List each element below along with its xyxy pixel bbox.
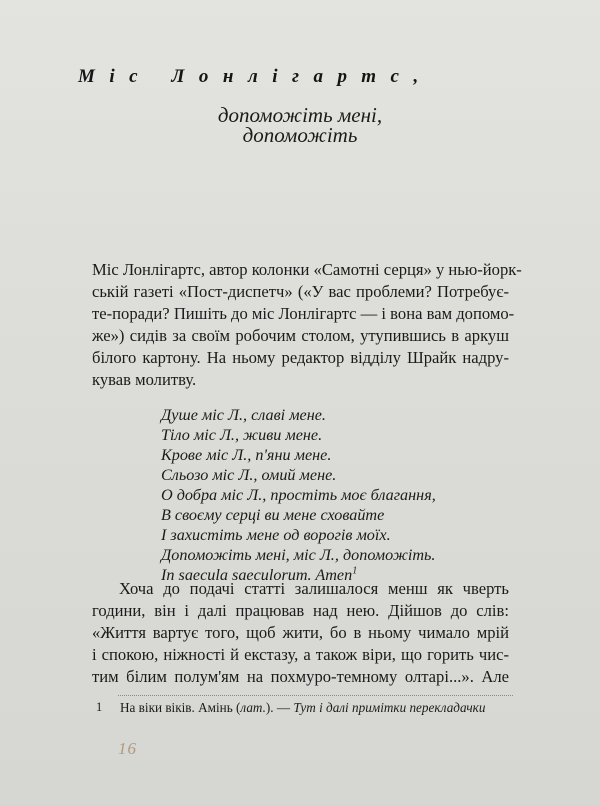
prayer-line-5: О добра міс Л., простіть моє благання, <box>161 486 436 504</box>
prayer-line-4: Сльозо міс Л., омий мене. <box>161 466 337 484</box>
paragraph-1-line-2: ській газеті «Пост-диспетч» («У вас проблеми? Потребує- <box>92 282 509 301</box>
paragraph-1-line-1: Міс Лонлігартс, автор колонки «Самотні серця» у нью-йорк- <box>92 260 522 279</box>
footnote-text-start: На віки віків. Амінь ( <box>120 700 241 715</box>
paragraph-1-line-6: кував молитву. <box>92 370 197 389</box>
footnote-number: 1 <box>96 700 103 714</box>
prayer-line-9-text: In saecula saeculorum. Amen <box>161 566 353 584</box>
paragraph-1-line-3: те-поради? Пишіть до міс Лонлігартс — і вона вам допомо- <box>92 304 515 323</box>
prayer-line-8: Допоможіть мені, міс Л., допоможіть. <box>161 546 436 564</box>
paragraph-1-line-5: білого картону. На ньому редактор відділу Шрайк надру- <box>92 348 509 367</box>
chapter-subtitle-line-2: допоможіть <box>242 123 358 147</box>
footnote-separator <box>118 695 513 696</box>
page-number: 16 <box>118 739 137 758</box>
footnote-note: Тут і далі примітки перекладачки <box>293 700 486 715</box>
footnote-text <box>120 700 485 716</box>
chapter-subtitle-line-1: допоможіть мені, <box>217 103 383 127</box>
prayer-line-6: В своєму серці ви мене сховайте <box>161 506 385 524</box>
footnote-text-mid: ). — <box>265 700 294 715</box>
paragraph-2-line-2: години, він і далі працював над нею. Дійшов до слів: <box>92 601 509 620</box>
paragraph-2-line-4: і спокою, ніжності й екстазу, а також віри, що горить чис- <box>92 645 509 664</box>
paragraph-2-line-1: Хоча до подачі статті залишалося менш як чверть <box>119 579 509 598</box>
chapter-title: Міс Лонлігартс, <box>78 66 433 87</box>
paragraph-1-line-4: же») сидів за своїм робочим столом, утупившись в аркуш <box>92 326 509 345</box>
prayer-line-2: Тіло міс Л., живи мене. <box>161 426 323 444</box>
footnote-marker: 1 <box>352 565 358 577</box>
paragraph-2-line-5: тим білим полум'ям на похмуро-темному олтарі...». Але <box>92 667 509 686</box>
prayer-line-3: Крове міс Л., п'яни мене. <box>161 446 332 464</box>
prayer-line-1: Душе міс Л., славі мене. <box>161 406 326 424</box>
footnote-lang: лат. <box>240 700 266 715</box>
prayer-line-7: І захистіть мене од ворогів моїх. <box>161 526 391 544</box>
paragraph-2-line-3: «Життя вартує того, щоб жити, бо в ньому чимало мрій <box>92 623 509 642</box>
